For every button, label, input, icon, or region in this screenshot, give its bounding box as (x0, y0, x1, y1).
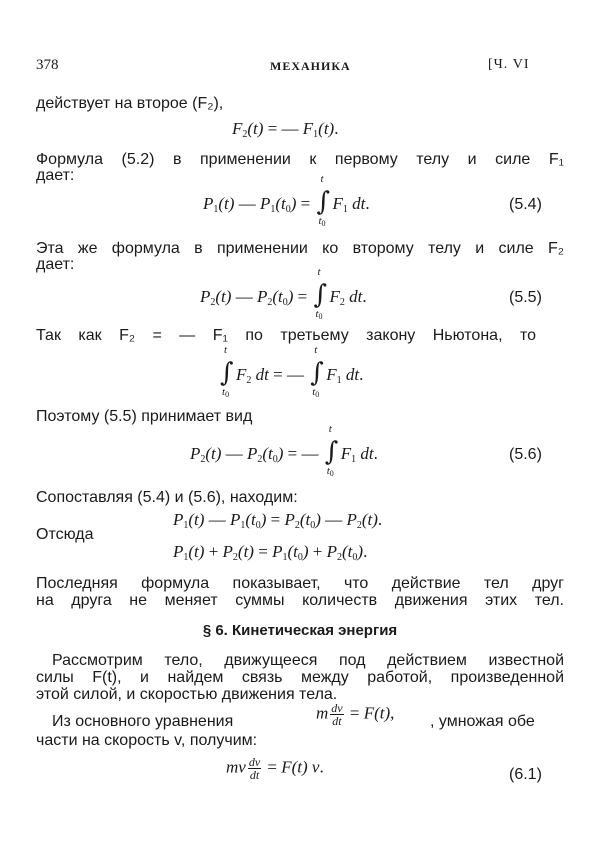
equation-number-5-6: (5.6) (509, 446, 542, 463)
paragraph-8-line-1: Последняя формула показывает, что действие тел друг (36, 575, 564, 592)
equation-momentum-conservation: $P_1(t) + P_2(t) = P_1(t_0) + P_2(t_0)$. (173, 542, 368, 563)
paragraph-5: Поэтому (5.5) принимает вид (36, 408, 253, 425)
equation-5-6: $P_2(t)$ — $P_2(t_0)$ = — ∫ t $t_0$ $F_1$ dt. (190, 423, 378, 478)
equation-number-5-5: (5.5) (509, 289, 542, 306)
integral-sign: ∫ t $t_0$ (220, 344, 234, 399)
equation-6-1: mv $\frac{dv}{dt}$ = F(t) v. (226, 755, 324, 782)
section-heading: § 6. Кинетическая энергия (202, 622, 398, 639)
paragraph-9-line-3: этой силой, и скоростью движения тела. (36, 686, 338, 703)
equation-5-4: $P_1(t)$ — $P_1(t_0)$ = ∫ t $t_0$ $F_1$ dt. (203, 173, 370, 228)
paragraph-4: Так как F₂ = — F₁ по третьему закону Ньютона, то (36, 327, 536, 344)
paragraph-10-line-2: части на скорость v, получим: (36, 732, 258, 749)
integral-sign: ∫ t $t_0$ (313, 266, 328, 321)
page-number: 378 (36, 57, 59, 73)
equation-newton-third: $F_2(t)$ = — $F_1(t)$. (232, 119, 339, 140)
paragraph-3-line-2: дает: (36, 256, 75, 273)
integral-sign: ∫ t $t_0$ (316, 173, 331, 228)
paragraph-2-line-2: дает: (36, 167, 75, 184)
equation-momentum-difference: $P_1(t)$ — $P_1(t_0) = P_2(t_0)$ — $P_2(t)$. (173, 510, 383, 531)
paragraph-3-line-1: Эта же формула в применении ко второму телу и силе F₂ (36, 240, 564, 257)
paragraph-9-line-1: Рассмотрим тело, движущееся под действием известной (52, 652, 564, 669)
paragraph-2-line-1: Формула (5.2) в применении к первому телу и силе F₁ (36, 151, 564, 168)
paragraph-8-line-2: на друга не меняет суммы количеств движения этих тел. (36, 592, 564, 609)
paragraph-7: Отсюда (36, 526, 94, 543)
equation-5-5: $P_2(t)$ — $P_2(t_0)$ = ∫ t $t_0$ $F_2$ dt. (200, 266, 367, 321)
paragraph-9-line-2: силы F(t), и найдем связь между работой, произведенной (36, 669, 564, 686)
paragraph-6: Сопоставляя (5.4) и (5.6), находим: (36, 489, 298, 506)
paragraph-1: действует на второе (F₂), (36, 95, 224, 112)
running-title: МЕХАНИКА (270, 59, 351, 73)
paragraph-10-line-1-start: Из основного уравнения (52, 713, 234, 730)
integral-sign: ∫ t $t_0$ (310, 344, 324, 399)
equation-number-5-4: (5.4) (509, 196, 542, 213)
equation-newton-second-inline: m $\frac{dv}{dt}$ = F(t), (316, 701, 395, 728)
paragraph-10-line-1-end: , умножая обе (430, 713, 535, 730)
integral-sign: ∫ t $t_0$ (324, 423, 339, 478)
chapter-label: [Ч. VI (488, 57, 530, 72)
equation-integral-identity: ∫ t $t_0$ $F_2$ dt = — ∫ t $t_0$ $F_1$ dt. (220, 344, 364, 399)
equation-number-6-1: (6.1) (509, 766, 542, 783)
